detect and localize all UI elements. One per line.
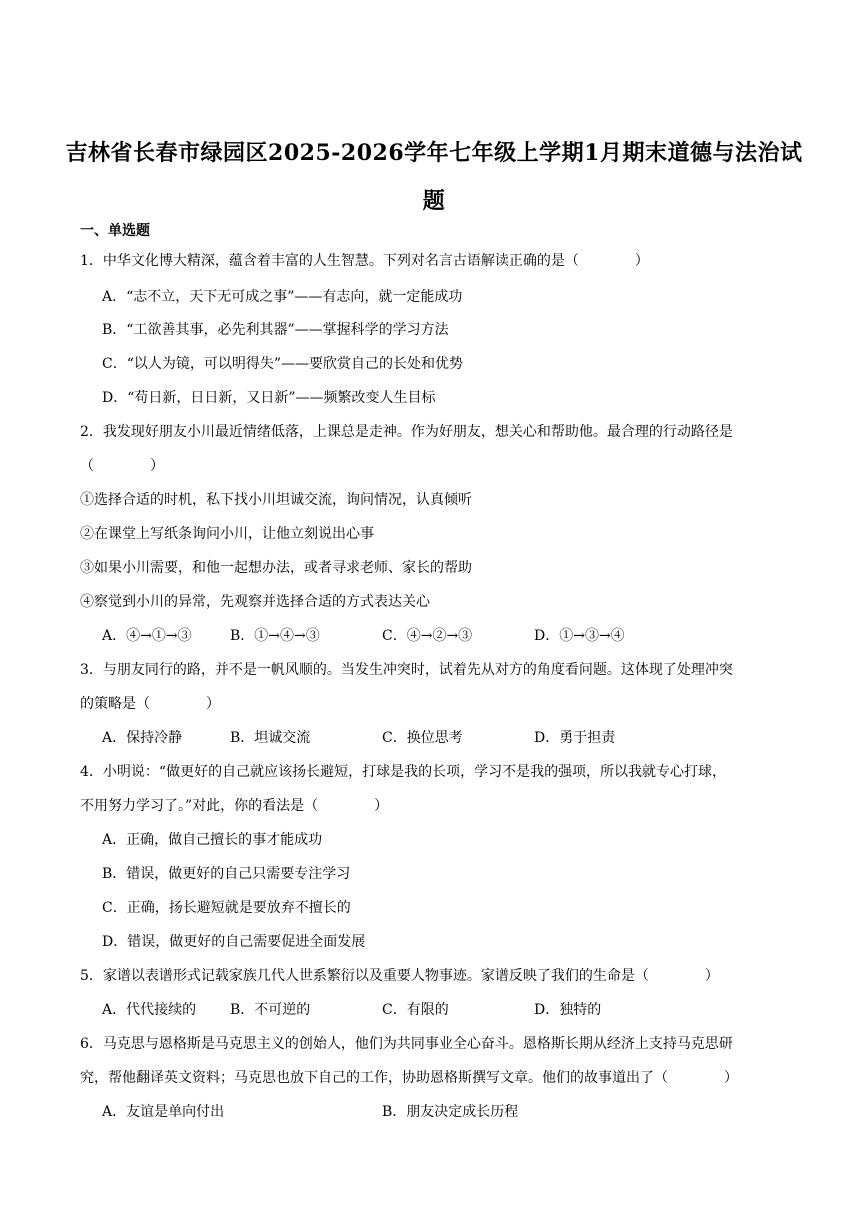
question-4-option-a: A．正确，做自己擅长的事才能成功	[102, 832, 323, 848]
question-6-stem-line-2: 究，帮他翻译英文资料；马克思也放下自己的工作，协助恩格斯撰写文章。他们的故事道出了（ ）	[80, 1070, 738, 1086]
question-5-option-c: C．有限的	[382, 1002, 449, 1018]
question-2-option-c: C．④→②→③	[382, 628, 473, 644]
question-6-option-b: B．朋友决定成长历程	[382, 1104, 519, 1120]
question-2-stem-line-1: 2．我发现好朋友小川最近情绪低落，上课总是走神。作为好朋友，想关心和帮助他。最合理的行动路径是	[80, 424, 733, 440]
question-3-option-c: C．换位思考	[382, 730, 463, 746]
question-1-option-a: A．“志不立，天下无可成之事”——有志向，就一定能成功	[102, 289, 463, 305]
question-1-option-d: D．“苟日新，日日新，又日新”——频繁改变人生目标	[102, 390, 436, 406]
question-3-option-d: D．勇于担责	[534, 730, 616, 746]
section-heading: 一、单选题	[80, 223, 150, 239]
question-5-option-d: D．独特的	[534, 1002, 602, 1018]
question-3-stem-line-1: 3．与朋友同行的路，并不是一帆风顺的。当发生冲突时，试着先从对方的角度看问题。这体现了处理冲突	[80, 662, 733, 678]
question-2-stem-line-2: （ ）	[80, 458, 164, 474]
question-3-option-a: A．保持冷静	[102, 730, 183, 746]
question-2-statement-3: ③如果小川需要，和他一起想办法，或者寻求老师、家长的帮助	[80, 560, 472, 576]
question-2-option-b: B．①→④→③	[230, 628, 320, 644]
question-4-stem-line-2: 不用努力学习了。”对此，你的看法是（ ）	[80, 798, 389, 814]
question-3-option-b: B．坦诚交流	[230, 730, 311, 746]
question-5-stem: 5．家谱以表谱形式记载家族几代人世系繁衍以及重要人物事迹。家谱反映了我们的生命是（ ）	[80, 968, 719, 984]
question-1-stem: 1．中华文化博大精深，蕴含着丰富的人生智慧。下列对名言古语解读正确的是（ ）	[80, 253, 649, 269]
question-3-stem-line-2: 的策略是（ ）	[80, 696, 220, 712]
question-1-option-b: B．“工欲善其事，必先利其器”——掌握科学的学习方法	[102, 322, 449, 338]
question-4-option-b: B．错误，做更好的自己只需要专注学习	[102, 866, 351, 882]
question-4-stem-line-1: 4．小明说：“做更好的自己就应该扬长避短，打球是我的长项，学习不是我的强项，所以我就专心打球，	[80, 764, 727, 780]
question-6-option-a: A．友谊是单向付出	[102, 1104, 225, 1120]
question-2-option-d: D．①→③→④	[534, 628, 625, 644]
question-1-option-c: C．“以人为镜，可以明得失”——要欣赏自己的长处和优势	[102, 356, 464, 372]
question-4-option-c: C．正确，扬长避短就是要放弃不擅长的	[102, 900, 351, 916]
question-2-option-a: A．④→①→③	[102, 628, 192, 644]
question-2-statement-1: ①选择合适的时机，私下找小川坦诚交流，询问情况，认真倾听	[80, 492, 472, 508]
question-2-statement-2: ②在课堂上写纸条询问小川，让他立刻说出心事	[80, 526, 374, 542]
question-4-option-d: D．错误，做更好的自己需要促进全面发展	[102, 934, 366, 950]
question-5-option-b: B．不可逆的	[230, 1002, 311, 1018]
exam-title-line-1: 吉林省长春市绿园区2025-2026学年七年级上学期1月期末道德与法治试	[65, 140, 803, 166]
exam-title-line-2: 题	[422, 188, 446, 214]
question-5-option-a: A．代代接续的	[102, 1002, 197, 1018]
question-6-stem-line-1: 6．马克思与恩格斯是马克思主义的创始人，他们为共同事业全心奋斗。恩格斯长期从经济上支持马克思研	[80, 1036, 733, 1052]
question-2-statement-4: ④察觉到小川的异常，先观察并选择合适的方式表达关心	[80, 594, 430, 610]
